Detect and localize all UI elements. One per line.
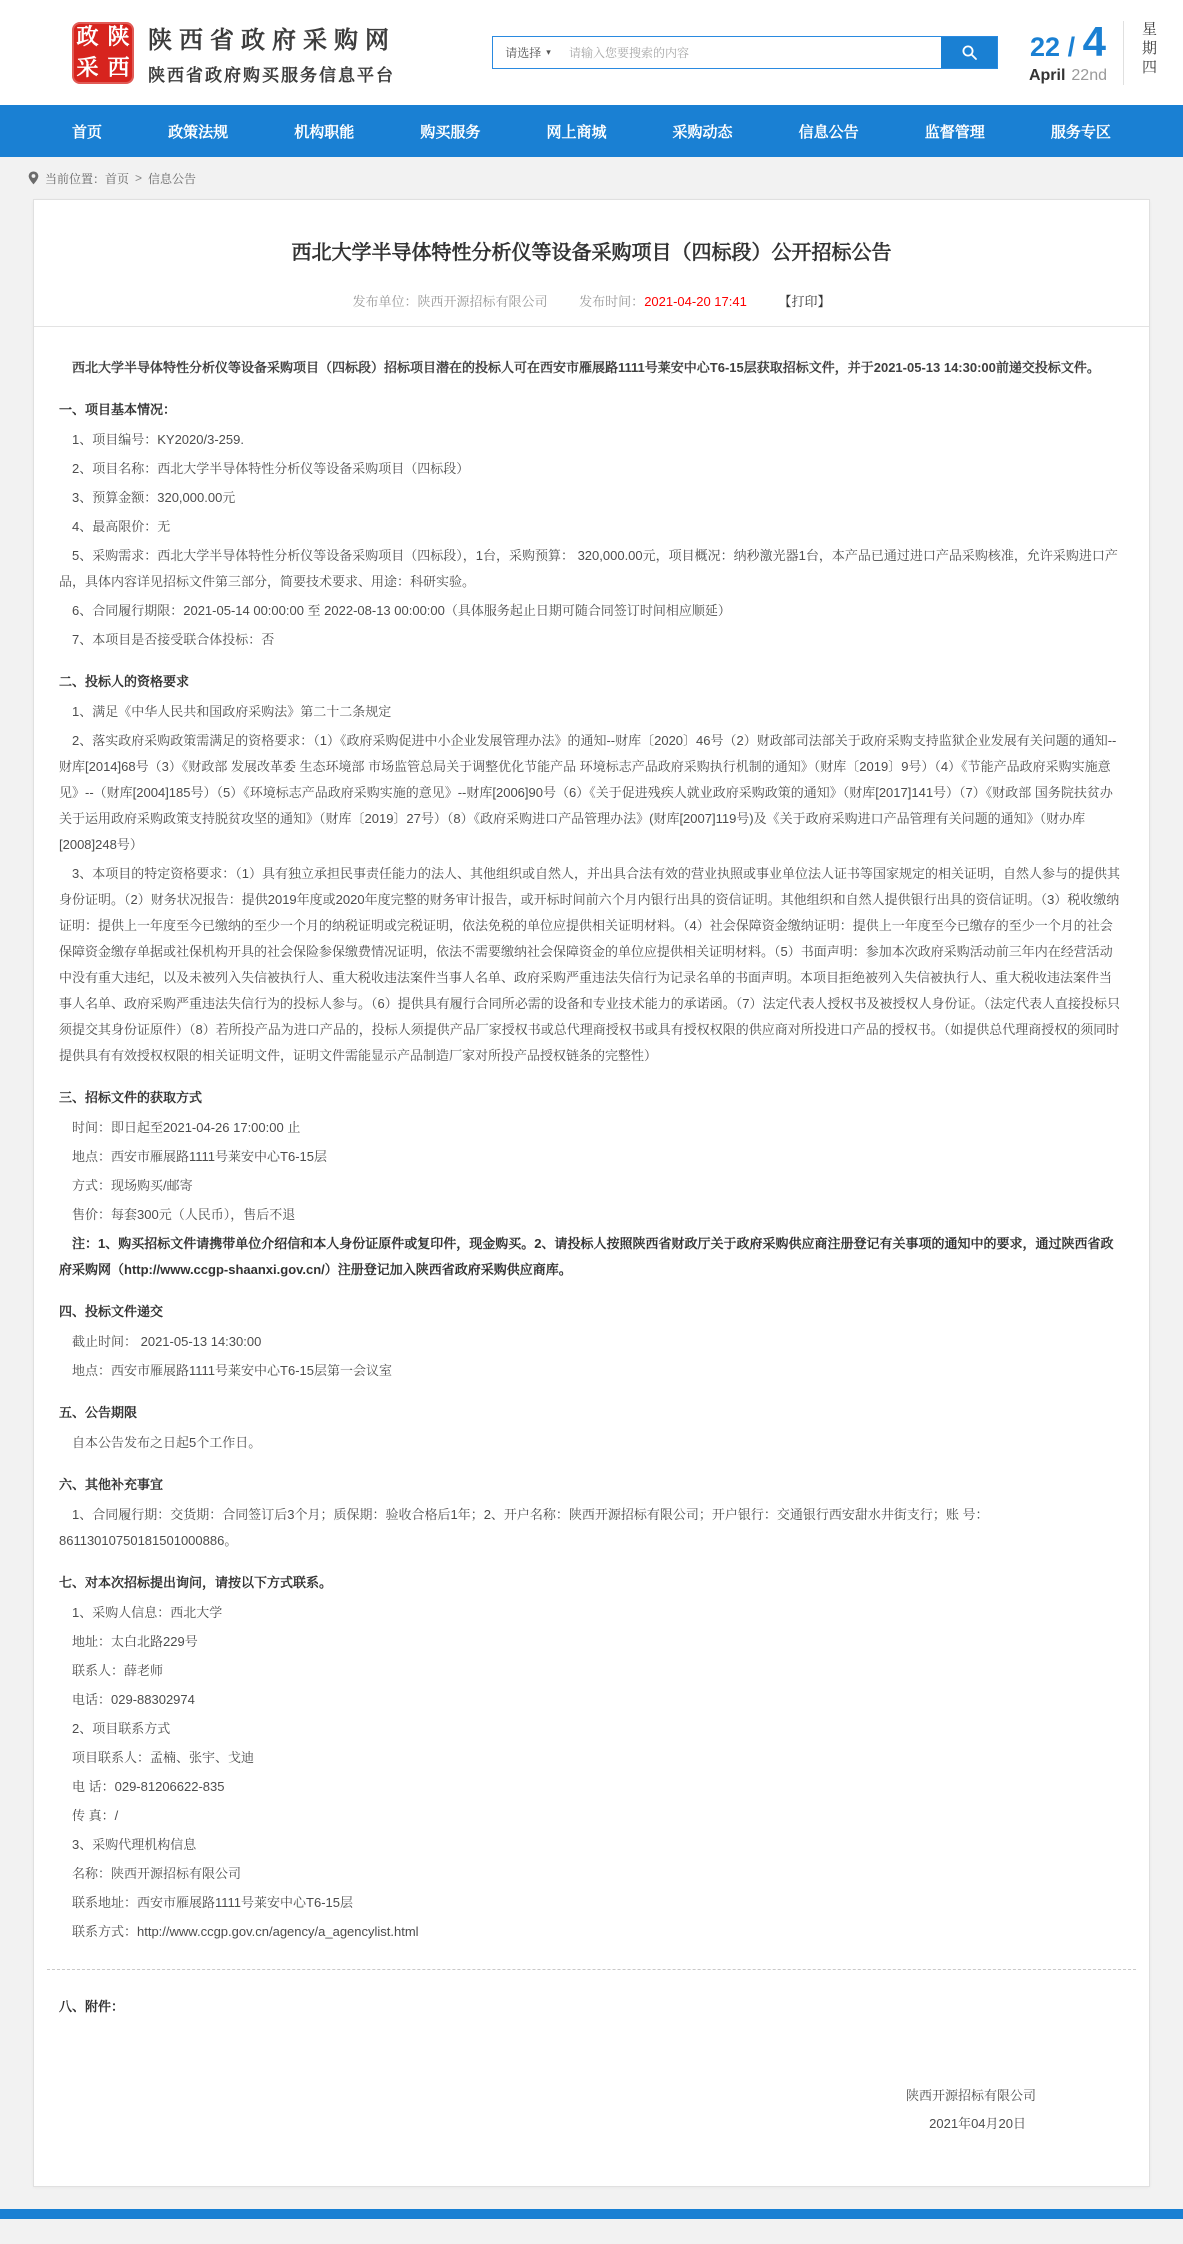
article-paragraph: 1、合同履行期：交货期：合同签订后3个月；质保期：验收合格后1年；2、开户名称：陕西开源招标有限公司；开户银行：交通银行西安甜水井街支行；账 号：86113010750181501000886。	[59, 1507, 989, 1548]
search-category-select[interactable]	[493, 37, 563, 68]
article-paragraph: 自本公告发布之日起5个工作日。	[72, 1435, 262, 1450]
logo-char: 西	[107, 55, 130, 80]
breadcrumb-separator: >	[135, 171, 143, 185]
nav-item-首页[interactable]: 首页	[72, 123, 103, 141]
signature-company: 陕西开源招标有限公司	[905, 2088, 1036, 2103]
search-select-label: 请选择	[505, 46, 542, 60]
date-day: 22	[1030, 31, 1061, 62]
article-paragraph: 截止时间： 2021-05-13 14:30:00	[72, 1334, 262, 1349]
logo-char: 陕	[107, 24, 130, 49]
footer-bar	[0, 2209, 1183, 2219]
article-paragraph: 售价：每套300元（人民币），售后不退	[72, 1207, 296, 1222]
top-header	[0, 0, 1183, 105]
nav-item-信息公告[interactable]: 信息公告	[798, 123, 859, 141]
breadcrumb-current[interactable]: 信息公告	[148, 171, 197, 186]
article-paragraph: 3、采购代理机构信息	[72, 1837, 197, 1852]
section-heading: 三、招标文件的获取方式	[59, 1090, 203, 1105]
article-paragraph: 传 真：/	[72, 1808, 119, 1823]
publish-time-value: 2021-04-20 17:41	[644, 294, 747, 309]
date-widget	[1028, 17, 1159, 85]
logo-char: 政	[76, 24, 99, 49]
nav-item-监督管理[interactable]: 监督管理	[924, 123, 985, 141]
article-paragraph: 1、满足《中华人民共和国政府采购法》第二十二条规定	[72, 704, 392, 719]
article-paragraph: 西北大学半导体特性分析仪等设备采购项目（四标段）招标项目潜在的投标人可在西安市雁展路1111号莱安中心T6-15层获取招标文件，并于2021-05-13 14:30:00前递交投标文件。	[72, 360, 1100, 375]
article-body	[59, 355, 1124, 2020]
meta-divider	[34, 326, 1149, 327]
article-paragraph: 6、合同履行期限：2021-05-14 00:00:00 至 2022-08-13 00:00:00（具体服务起止日期可随合同签订时间相应顺延）	[72, 603, 731, 618]
signature-date: 2021年04月20日	[929, 2116, 1026, 2131]
date-month-name: April	[1028, 66, 1066, 84]
date-numbers-block	[1028, 17, 1107, 85]
article-paragraph: 7、本项目是否接受联合体投标：否	[72, 632, 275, 647]
publisher-label: 发布单位：	[352, 294, 418, 309]
section-heading: 七、对本次招标提出询问，请按以下方式联系。	[59, 1575, 333, 1590]
print-button[interactable]: 【打印】	[778, 294, 831, 309]
search-button[interactable]	[941, 37, 997, 68]
article-paragraph: 方式：现场购买/邮寄	[72, 1178, 193, 1193]
article-paragraph: 电话：029-88302974	[72, 1692, 195, 1707]
site-logo	[72, 22, 134, 84]
article-paragraph: 1、采购人信息：西北大学	[72, 1605, 223, 1620]
nav-item-政策法规[interactable]: 政策法规	[168, 123, 229, 141]
date-slash: /	[1060, 31, 1083, 62]
nav-item-网上商城[interactable]: 网上商城	[546, 123, 607, 141]
search-icon	[961, 44, 978, 61]
article-paragraph: 地址：太白北路229号	[72, 1634, 198, 1649]
section-heading: 一、项目基本情况：	[59, 402, 177, 417]
main-nav	[0, 105, 1183, 157]
article-paragraph: 名称：陕西开源招标有限公司	[72, 1866, 242, 1881]
article-paragraph: 项目联系人：孟楠、张宇、戈迪	[72, 1750, 255, 1765]
date-weekday: 星期四	[1123, 21, 1159, 85]
search-input[interactable]	[563, 37, 941, 68]
section-heading: 二、投标人的资格要求	[59, 674, 190, 689]
breadcrumb	[0, 157, 1183, 199]
article-paragraph: 注：1、购买招标文件请携带单位介绍信和本人身份证原件或复印件，现金购买。2、请投标人按照陕西省财政厅关于政府采购供应商注册登记有关事项的通知中的要求，通过陕西省政府采购网（http://www.ccgp-shaanxi.gov.cn/）注册登记加入陕西省政府采购供应商库。	[59, 1236, 1114, 1277]
article-paragraph: 1、项目编号：KY2020/3-259.	[72, 432, 244, 447]
search-bar	[492, 36, 998, 69]
publish-time-segment	[579, 294, 747, 309]
site-title: 陕西省政府采购网	[148, 26, 396, 54]
breadcrumb-prefix: 当前位置：	[45, 171, 106, 186]
location-pin-icon	[28, 171, 39, 185]
article-paragraph: 地点：西安市雁展路1111号莱安中心T6-15层	[72, 1149, 327, 1164]
publish-time-label: 发布时间：	[579, 294, 645, 309]
article-paragraph: 2、落实政府采购政策需满足的资格要求：（1）《政府采购促进中小企业发展管理办法》的通知--财库〔2020〕46号（2）财政部司法部关于政府采购支持监狱企业发展有关问题的通知--财库[2014]68号（3）《财政部 发展改革委 生态环境部 市场监管总局关于调整优化节能产品 环境标志产品政府采购执行机制的通知》（财库〔2019〕9号）（4）《节能产品政府采购实施意见》--（财库[2004]185号）（5）《环境标志产品政府采购实施的意见》--财库[2006]90号（6）《关于促进残疾人就业政府采购政策的通知》（财库[2017]141号）（7）《财政部 国务院扶贫办关于运用政府采购政策支持脱贫攻坚的通知》（财库〔2019〕27号）（8）《政府采购进口产品管理办法》(财库[2007]119号)及《关于政府采购进口产品管理有关问题的通知》（财办库[2008]248号）	[59, 733, 1117, 852]
section-heading: 八、附件：	[59, 1999, 125, 2014]
article-paragraph: 地点：西安市雁展路1111号莱安中心T6-15层第一会议室	[72, 1363, 392, 1378]
date-words	[1029, 67, 1107, 85]
article-paragraph: 电 话：029-81206622-835	[72, 1779, 225, 1794]
nav-item-服务专区[interactable]: 服务专区	[1050, 123, 1111, 141]
article-paragraph: 3、预算金额：320,000.00元	[72, 490, 236, 505]
section-heading: 五、公告期限	[59, 1405, 138, 1420]
date-numbers	[1029, 17, 1107, 65]
site-subtitle: 陕西省政府购买服务信息平台	[148, 65, 395, 85]
article-paragraph: 2、项目名称：西北大学半导体特性分析仪等设备采购项目（四标段）	[72, 461, 470, 476]
page-title: 西北大学半导体特性分析仪等设备采购项目（四标段）公开招标公告	[291, 242, 892, 264]
article-meta	[59, 291, 1124, 310]
brand-text	[148, 20, 396, 86]
article-paragraph: 联系方式：http://www.ccgp.gov.cn/agency/a_agencylist.html	[72, 1924, 419, 1939]
article-paragraph: 时间：即日起至2021-04-26 17:00:00 止	[72, 1120, 301, 1135]
article-paragraph: 3、本项目的特定资格要求：（1）具有独立承担民事责任能力的法人、其他组织或自然人，并出具合法有效的营业执照或事业单位法人证书等国家规定的相关证明，自然人参与的提供其身份证明。（2）财务状况报告：提供2019年度或2020年度完整的财务审计报告，或开标时间前六个月内银行出具的资信证明。其他组织和自然人提供银行出具的资信证明。（3）税收缴纳证明：提供上一年度至今已缴纳的至少一个月的纳税证明或完税证明，依法免税的单位应提供相关证明材料。（4）社会保障资金缴纳证明：提供上一年度至今已缴存的至少一个月的社会保障资金缴存单据或社保机构开具的社会保险参保缴费情况证明，依法不需要缴纳社会保障资金的单位应提供相关证明材料。（5）书面声明：参加本次政府采购活动前三年内在经营活动中没有重大违纪，以及未被列入失信被执行人、重大税收违法案件当事人名单、政府采购严重违法失信行为记录名单的书面声明。本项目拒绝被列入失信被执行人、重大税收违法案件当事人名单、政府采购严重违法失信行为的投标人参与。（6）提供具有履行合同所必需的设备和专业技术能力的承诺函。（7）法定代表人授权书及被授权人身份证。（法定代表人直接投标只须提交其身份证原件）（8）若所投产品为进口产品的，投标人须提供产品厂家授权书或总代理商授权书或具有授权权限的供应商对所投进口产品的授权书。（如提供总代理商授权的须同时提供具有有效授权权限的相关证明文件，证明文件需能显示产品制造厂家对所投产品授权链条的完整性）	[59, 866, 1120, 1063]
nav-item-机构职能[interactable]: 机构职能	[294, 123, 355, 141]
article-paragraph: 5、采购需求：西北大学半导体特性分析仪等设备采购项目（四标段），1台，采购预算： 320,000.00元，项目概况：纳秒激光器1台，本产品已通过进口产品采购核准，允许采购进口产品，具体内容详见招标文件第三部分，简要技术要求、用途：科研实验。	[59, 548, 1118, 589]
nav-item-购买服务[interactable]: 购买服务	[420, 123, 481, 141]
breadcrumb-home-link[interactable]: 首页	[105, 171, 130, 186]
publisher-name: 陕西开源招标有限公司	[417, 294, 548, 309]
date-ordinal: 22nd	[1071, 66, 1107, 84]
chevron-down-icon: ▾	[546, 47, 551, 57]
announcement-card	[33, 199, 1150, 2187]
article-paragraph: 联系人：薛老师	[72, 1663, 164, 1678]
article-paragraph: 2、项目联系方式	[72, 1721, 171, 1736]
signature-block	[59, 2082, 1124, 2138]
article-paragraph: 4、最高限价：无	[72, 519, 171, 534]
logo-char: 采	[76, 55, 99, 80]
attachment-divider	[47, 1969, 1136, 1970]
section-heading: 六、其他补充事宜	[59, 1477, 164, 1492]
section-heading: 四、投标文件递交	[59, 1304, 164, 1319]
nav-item-采购动态[interactable]: 采购动态	[672, 123, 733, 141]
publisher-segment	[353, 294, 548, 309]
date-month-number: 4	[1082, 17, 1106, 65]
article-paragraph: 联系地址：西安市雁展路1111号莱安中心T6-15层	[72, 1895, 353, 1910]
